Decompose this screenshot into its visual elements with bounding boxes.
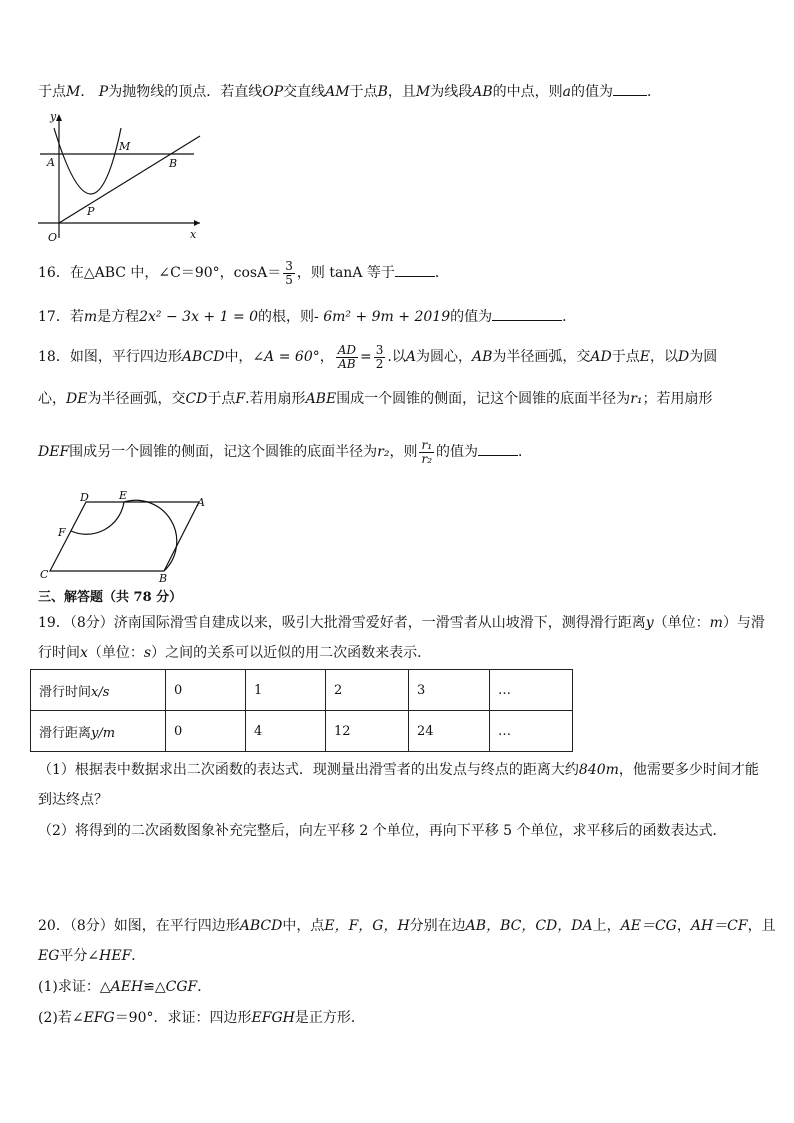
text: ． xyxy=(434,265,449,281)
text: 16．在△ABC 中，∠C＝90°，cosA＝ xyxy=(38,265,282,281)
var-hef: HEF xyxy=(99,948,132,964)
table-cell: … xyxy=(490,711,573,752)
arc-ef xyxy=(71,502,124,534)
section-heading: 三、解答题（共 78 分） xyxy=(38,590,183,605)
denominator: AB xyxy=(338,356,356,371)
text: ）与滑 xyxy=(722,615,765,631)
text: 的中点，则 xyxy=(492,84,563,100)
var-r1: r₁ xyxy=(630,391,643,407)
text: 为半径画弧，交 xyxy=(492,349,591,365)
q18-line1 xyxy=(38,342,758,372)
var-def: DEF xyxy=(38,444,70,460)
text: ，且 xyxy=(387,84,416,100)
text: 18．如图，平行四边形 xyxy=(38,349,182,365)
parabola xyxy=(54,128,121,194)
data-table xyxy=(30,669,573,752)
y-axis-arrow xyxy=(56,114,62,121)
text: （1）根据表中数据求出二次函数的表达式．现测量出滑雪者的出发点与终点的距离大约 xyxy=(38,762,579,778)
label-b: B xyxy=(159,572,168,585)
text: 滑行时间 xyxy=(39,684,92,700)
var-efgh: EFGH xyxy=(251,1010,295,1026)
unit-m: m xyxy=(709,615,723,631)
angle: ∠A = 60° xyxy=(252,349,320,365)
table-cell: 0 xyxy=(166,711,246,752)
table-cell: 12 xyxy=(326,711,409,752)
table-cell: 2 xyxy=(326,670,409,711)
row-header xyxy=(31,711,166,752)
q18-line3 xyxy=(38,437,758,467)
text: 的值为 xyxy=(570,84,613,100)
condition-2: AH＝CF xyxy=(690,918,748,934)
label-b: B xyxy=(169,157,178,170)
var-aeh: AEH xyxy=(110,979,144,995)
unit-s: s xyxy=(143,645,152,661)
numerator: AD xyxy=(337,342,357,357)
text: ． xyxy=(646,84,661,100)
text: 交直线 xyxy=(283,84,326,100)
text: 中，点 xyxy=(282,918,325,934)
label-o: O xyxy=(48,231,58,244)
x-axis-arrow xyxy=(194,220,200,226)
row-header xyxy=(31,670,166,711)
table-cell: 0 xyxy=(166,670,246,711)
text: 20．（8分）如图，在平行四边形 xyxy=(38,918,240,934)
text: 围成一个圆锥的侧面，记这个圆锥的底面半径为 xyxy=(336,391,631,407)
text: .若用扇形 xyxy=(245,391,306,407)
var-efg: EFG xyxy=(83,1010,115,1026)
numerator: r₁ xyxy=(421,437,433,452)
distance: 840m xyxy=(578,762,619,778)
q20-part2 xyxy=(38,1008,758,1028)
text: ，以 xyxy=(649,349,678,365)
text: 围成另一个圆锥的侧面，记这个圆锥的底面半径为 xyxy=(69,444,378,460)
sides: AB，BC，CD，DA xyxy=(465,918,593,934)
q19-line1 xyxy=(38,613,765,633)
var-am: AM xyxy=(325,84,350,100)
table-cell: 1 xyxy=(246,670,326,711)
label-e: E xyxy=(119,489,128,502)
equation: 2x² − 3x + 1 = 0 xyxy=(139,309,259,325)
text: 于点 xyxy=(349,84,378,100)
var-f: F xyxy=(235,391,246,407)
answer-blank xyxy=(395,262,435,277)
text: ． xyxy=(562,309,577,325)
denominator: 2 xyxy=(375,356,384,371)
text: 的值为 xyxy=(436,444,479,460)
var-ad: AD xyxy=(590,349,612,365)
text: ， xyxy=(319,349,334,365)
label-c: C xyxy=(40,568,49,581)
text: 上， xyxy=(592,918,621,934)
q20-line1 xyxy=(38,916,776,936)
var-e: E xyxy=(639,349,650,365)
parallelogram-figure xyxy=(34,488,214,586)
var-abe: ABE xyxy=(305,391,337,407)
text: 于点 xyxy=(611,349,640,365)
text: 为抛物线的顶点．若直线 xyxy=(108,84,263,100)
var-y: y xyxy=(645,615,654,631)
q18-line2 xyxy=(38,389,758,409)
denominator: 5 xyxy=(285,272,293,287)
denominator: r₂ xyxy=(421,451,433,466)
var-abcd: ABCD xyxy=(239,918,283,934)
text: 平分∠ xyxy=(59,948,100,964)
text: 19．（8分）济南国际滑雪自建成以来，吸引大批滑雪爱好者，一滑雪者从山坡滑下，测得滑行距离 xyxy=(38,615,646,631)
fraction xyxy=(283,260,295,287)
parabola-figure xyxy=(34,110,204,245)
var-cgf: CGF xyxy=(165,979,198,995)
label-p: P xyxy=(87,205,95,218)
text: (2)若∠ xyxy=(38,1010,84,1026)
text: ，则 tanA 等于 xyxy=(296,265,395,281)
text: ，他需要多少时间才能 xyxy=(618,762,759,778)
var-d: D xyxy=(677,349,690,365)
text: 中， xyxy=(224,349,253,365)
var-a: A xyxy=(405,349,416,365)
table-row xyxy=(31,711,573,752)
var-cd: CD xyxy=(185,391,208,407)
table-cell: … xyxy=(490,670,573,711)
text: 为圆 xyxy=(689,349,718,365)
answer-blank xyxy=(613,81,647,96)
var-op: OP xyxy=(262,84,284,100)
text: 于点 xyxy=(38,84,66,100)
q20-line2 xyxy=(38,946,758,966)
fraction-r1-r2 xyxy=(419,439,434,466)
numerator: 3 xyxy=(375,342,384,357)
text: (1)求证：△ xyxy=(38,979,111,995)
q19-line2 xyxy=(38,643,758,663)
q16-text xyxy=(38,258,758,288)
text: 于点 xyxy=(207,391,236,407)
var-eg: EG xyxy=(38,948,60,964)
text: 心， xyxy=(38,391,66,407)
label-m: M xyxy=(119,140,131,153)
text: 是方程 xyxy=(97,309,140,325)
text: ． xyxy=(197,979,212,995)
text: 的根，则 xyxy=(258,309,315,325)
text: 行时间 xyxy=(38,645,80,661)
fraction-3-2 xyxy=(374,344,386,371)
var-abcd: ABCD xyxy=(181,349,225,365)
text: ， xyxy=(676,918,691,934)
text: 为圆心， xyxy=(415,349,472,365)
q20-part1 xyxy=(38,977,758,997)
text: ，则 xyxy=(389,444,418,460)
var-m: M xyxy=(66,84,81,100)
var-de: DE xyxy=(66,391,88,407)
text: 17．若 xyxy=(38,309,84,325)
label-f: F xyxy=(58,526,66,539)
var-ab: AB xyxy=(472,84,493,100)
text: （单位： xyxy=(653,615,710,631)
text: ；若用扇形 xyxy=(642,391,713,407)
q19-part1-line2: 到达终点？ xyxy=(38,792,108,808)
text: 分别在边 xyxy=(409,918,466,934)
q19-part1-line1 xyxy=(38,760,758,780)
q15-text xyxy=(38,81,758,102)
answer-blank xyxy=(478,441,518,456)
label-x: x xyxy=(190,228,197,241)
var-m: m xyxy=(83,309,98,325)
text: ． xyxy=(518,444,533,460)
text: .以 xyxy=(387,349,406,365)
table-cell: 24 xyxy=(409,711,490,752)
text: 为半径画弧，交 xyxy=(87,391,186,407)
expression: - 6m² + 9m + 2019 xyxy=(314,309,451,325)
text: （单位： xyxy=(87,645,144,661)
points: E，F，G，H xyxy=(324,918,410,934)
text: 滑行距离 xyxy=(39,725,92,741)
text: 是正方形． xyxy=(294,1010,365,1026)
label-a: A xyxy=(47,156,55,169)
text: ）之间的关系可以近似的用二次函数来表示． xyxy=(151,645,432,661)
var-x: x xyxy=(80,645,88,661)
var: y/m xyxy=(91,725,116,741)
q19-part2: （2）将得到的二次函数图象补充完整后，向左平移 2 个单位，再向下平移 5 个单位，求平移后的函数表达式． xyxy=(38,823,727,839)
var: x/s xyxy=(91,684,110,700)
label-y: y xyxy=(50,110,57,123)
answer-blank xyxy=(492,306,562,321)
numerator: 3 xyxy=(285,258,293,273)
text: ≌△ xyxy=(143,979,166,995)
text: = xyxy=(360,349,372,365)
q17-text xyxy=(38,306,758,327)
table-cell: 3 xyxy=(409,670,490,711)
var-a: a xyxy=(562,84,571,100)
condition-1: AE＝CG xyxy=(620,918,677,934)
text: ． xyxy=(80,84,95,100)
fraction-ad-ab xyxy=(336,344,358,371)
text: ＝90°．求证：四边形 xyxy=(114,1010,252,1026)
var-b: B xyxy=(377,84,388,100)
text: ． xyxy=(131,948,146,964)
var-r2: r₂ xyxy=(377,444,390,460)
text: 的值为 xyxy=(450,309,493,325)
table-row xyxy=(31,670,573,711)
label-d: D xyxy=(80,491,89,504)
var-m: M xyxy=(415,84,431,100)
var-p: P xyxy=(98,84,109,100)
text: ，且 xyxy=(747,918,776,934)
text: 为线段 xyxy=(430,84,473,100)
var-ab: AB xyxy=(471,349,493,365)
table-cell: 4 xyxy=(246,711,326,752)
label-a: A xyxy=(197,496,205,509)
